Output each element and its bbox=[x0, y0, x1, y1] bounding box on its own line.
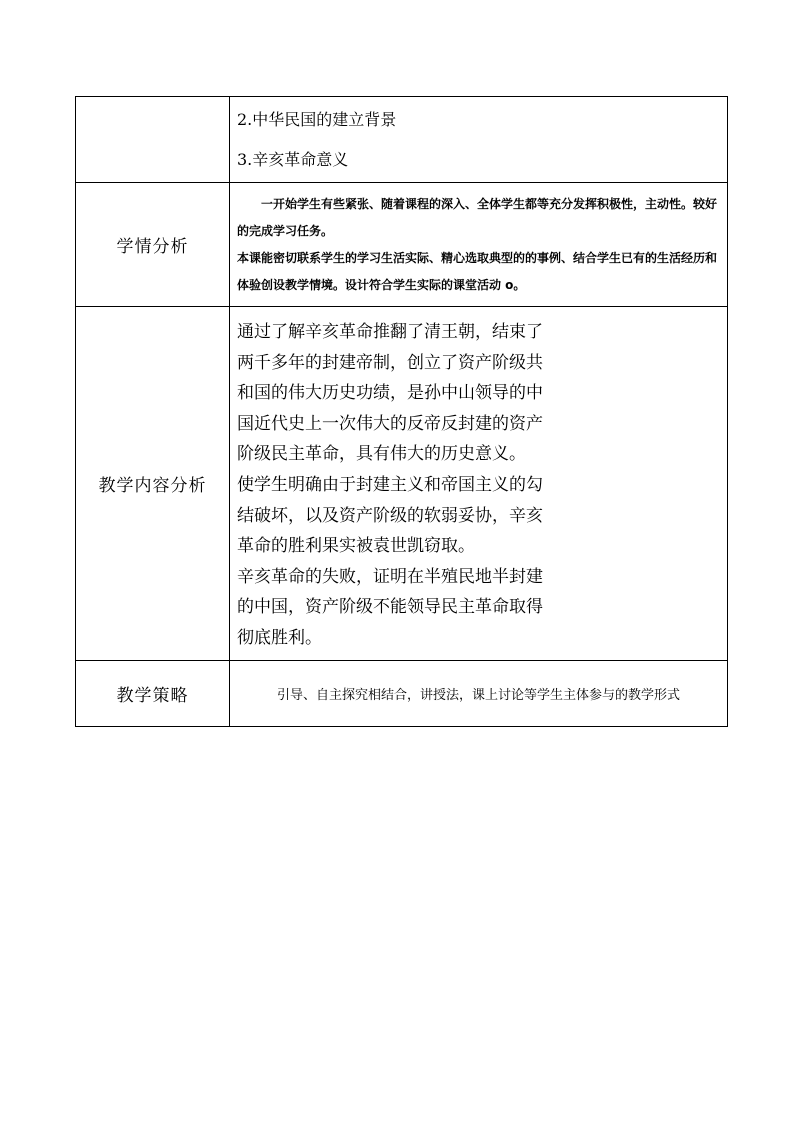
topics-cell bbox=[230, 97, 728, 183]
topics-label-cell bbox=[76, 97, 230, 183]
topic-item: 2.中华民国的建立背景 bbox=[237, 109, 397, 129]
strategy-row bbox=[76, 661, 728, 727]
content-line: 的中国，资产阶级不能领导民主革命取得 bbox=[237, 597, 543, 618]
content-line: 阶级民主革命，具有伟大的历史意义。 bbox=[237, 444, 526, 465]
lesson-plan-table bbox=[75, 96, 728, 727]
strategy-text: 引导、自主探究相结合，讲授法，课上讨论等学生主体参与的教学形式 bbox=[230, 661, 728, 727]
learning-analysis-paragraph: 本课能密切联系学生的学习生活实际、精心选取典型的的事例、结合学生已有的生活经历和体验创设教学情境。设计符合学生实际的课堂活动 o。 bbox=[237, 250, 718, 292]
content-line: 彻底胜利。 bbox=[237, 627, 322, 648]
content-line: 国近代史上一次伟大的反帝反封建的资产 bbox=[237, 413, 543, 434]
learning-analysis-cell bbox=[230, 183, 728, 307]
content-analysis-cell bbox=[230, 307, 728, 661]
content-line: 革命的胜利果实被袁世凯窃取。 bbox=[237, 536, 475, 557]
content-line: 两千多年的封建帝制，创立了资产阶级共 bbox=[237, 352, 543, 373]
learning-analysis-label: 学情分析 bbox=[76, 183, 230, 307]
content-line: 通过了解辛亥革命推翻了清王朝，结束了 bbox=[237, 322, 543, 342]
content-line: 辛亥革命的失败，证明在半殖民地半封建 bbox=[237, 566, 543, 587]
content-line: 结破坏，以及资产阶级的软弱妥协，辛亥 bbox=[237, 505, 543, 526]
learning-analysis-row bbox=[76, 183, 728, 307]
topics-row bbox=[76, 97, 728, 183]
content-analysis-label: 教学内容分析 bbox=[76, 307, 230, 661]
learning-analysis-paragraph: 一开始学生有些紧张、随着课程的深入、全体学生都等充分发挥积极性，主动性。较好的完成学习任务。 bbox=[237, 196, 718, 238]
strategy-label: 教学策略 bbox=[76, 661, 230, 727]
topic-item: 3.辛亥革命意义 bbox=[237, 149, 349, 169]
content-line: 和国的伟大历史功绩，是孙中山领导的中 bbox=[237, 383, 543, 404]
content-analysis-row bbox=[76, 307, 728, 661]
content-line: 使学生明确由于封建主义和帝国主义的勾 bbox=[237, 474, 543, 495]
